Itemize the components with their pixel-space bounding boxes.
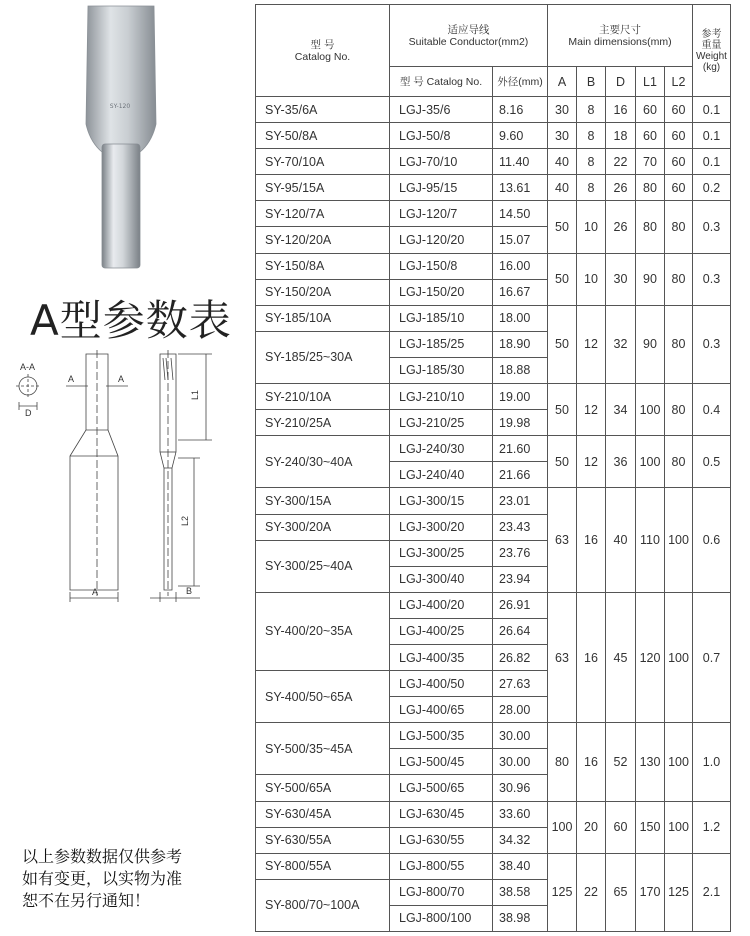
dim-l2-cell: 100 (665, 488, 693, 592)
conductor-diameter-cell: 15.07 (493, 227, 548, 253)
weight-cell: 0.1 (693, 149, 731, 175)
conductor-diameter-cell: 16.00 (493, 253, 548, 279)
catalog-cell: SY-70/10A (256, 149, 390, 175)
dim-l1-cell: 100 (636, 384, 665, 436)
dim-b-cell: 22 (577, 853, 606, 931)
catalog-cell: SY-500/65A (256, 775, 390, 801)
conductor-catalog-cell: LGJ-630/45 (390, 801, 493, 827)
product-photo (80, 4, 162, 270)
dim-d-cell: 60 (606, 801, 636, 853)
disclaimer-notice (22, 846, 182, 912)
label-a-right: A (118, 374, 125, 384)
conductor-catalog-cell: LGJ-150/8 (390, 253, 493, 279)
notice-line: 恕不在另行通知！ (22, 891, 151, 910)
label-a-bottom: A (92, 587, 99, 597)
dim-l1-cell: 70 (636, 149, 665, 175)
photo-stamp: SY-120 (109, 103, 131, 110)
conductor-catalog-cell: LGJ-400/50 (390, 671, 493, 697)
table-row (256, 853, 731, 879)
dim-b-cell: 16 (577, 488, 606, 592)
conductor-catalog-cell: LGJ-400/25 (390, 618, 493, 644)
conductor-diameter-cell: 19.98 (493, 410, 548, 436)
label-l1: L1 (190, 389, 200, 400)
dim-a-cell: 30 (548, 123, 577, 149)
dim-a-cell: 80 (548, 723, 577, 801)
dim-d-cell: 30 (606, 253, 636, 305)
conductor-catalog-cell: LGJ-500/35 (390, 723, 493, 749)
catalog-cell: SY-400/50~65A (256, 671, 390, 723)
header-conductor-diameter: 外径(mm) (493, 67, 548, 97)
conductor-diameter-cell: 30.00 (493, 749, 548, 775)
dim-a-cell: 63 (548, 488, 577, 592)
dim-b-cell: 12 (577, 384, 606, 436)
weight-cell: 0.3 (693, 201, 731, 253)
conductor-catalog-cell: LGJ-120/20 (390, 227, 493, 253)
conductor-catalog-cell: LGJ-300/15 (390, 488, 493, 514)
dim-a-cell: 63 (548, 592, 577, 722)
dim-l2-cell: 100 (665, 592, 693, 722)
dim-l2-cell: 125 (665, 853, 693, 931)
table-row (256, 488, 731, 514)
dim-b-cell: 10 (577, 253, 606, 305)
dim-a-cell: 100 (548, 801, 577, 853)
dim-a-cell: 40 (548, 175, 577, 201)
weight-cell: 1.0 (693, 723, 731, 801)
dim-l2-cell: 60 (665, 97, 693, 123)
spec-table-body (256, 97, 731, 932)
catalog-cell: SY-120/20A (256, 227, 390, 253)
dim-l1-cell: 80 (636, 175, 665, 201)
conductor-diameter-cell: 23.76 (493, 540, 548, 566)
catalog-cell: SY-120/7A (256, 201, 390, 227)
conductor-diameter-cell: 16.67 (493, 279, 548, 305)
conductor-diameter-cell: 21.60 (493, 436, 548, 462)
conductor-catalog-cell: LGJ-70/10 (390, 149, 493, 175)
conductor-catalog-cell: LGJ-185/10 (390, 305, 493, 331)
catalog-cell: SY-210/25A (256, 410, 390, 436)
dim-l1-cell: 60 (636, 123, 665, 149)
dim-l2-cell: 60 (665, 149, 693, 175)
dim-l1-cell: 150 (636, 801, 665, 853)
weight-cell: 2.1 (693, 853, 731, 931)
conductor-diameter-cell: 26.64 (493, 618, 548, 644)
weight-cell: 0.5 (693, 436, 731, 488)
weight-cell: 0.6 (693, 488, 731, 592)
conductor-diameter-cell: 30.96 (493, 775, 548, 801)
notice-line: 如有变更，以实物为准 (22, 869, 183, 888)
header-dimensions: 主要尺寸 Main dimensions(mm) (548, 5, 693, 67)
table-row (256, 592, 731, 618)
conductor-catalog-cell: LGJ-120/7 (390, 201, 493, 227)
label-l2: L2 (180, 515, 190, 526)
catalog-cell: SY-630/55A (256, 827, 390, 853)
table-row (256, 97, 731, 123)
dim-a-cell: 50 (548, 305, 577, 383)
dim-d-cell: 16 (606, 97, 636, 123)
dim-a-cell: 30 (548, 97, 577, 123)
dim-a-cell: 50 (548, 384, 577, 436)
conductor-diameter-cell: 18.00 (493, 305, 548, 331)
catalog-cell: SY-800/55A (256, 853, 390, 879)
dim-b-cell: 16 (577, 592, 606, 722)
catalog-cell: SY-35/6A (256, 97, 390, 123)
weight-cell: 0.4 (693, 384, 731, 436)
dim-d-cell: 65 (606, 853, 636, 931)
header-dim-l2: L2 (665, 67, 693, 97)
header-dim-b: B (577, 67, 606, 97)
dim-d-cell: 26 (606, 201, 636, 253)
dim-l1-cell: 170 (636, 853, 665, 931)
conductor-catalog-cell: LGJ-300/25 (390, 540, 493, 566)
label-b: B (186, 586, 193, 596)
table-row (256, 305, 731, 331)
conductor-diameter-cell: 26.82 (493, 644, 548, 670)
dim-l1-cell: 100 (636, 436, 665, 488)
catalog-cell: SY-500/35~45A (256, 723, 390, 775)
conductor-diameter-cell: 38.58 (493, 879, 548, 905)
catalog-cell: SY-150/8A (256, 253, 390, 279)
weight-cell: 0.3 (693, 305, 731, 383)
conductor-catalog-cell: LGJ-35/6 (390, 97, 493, 123)
header-dim-l1: L1 (636, 67, 665, 97)
conductor-catalog-cell: LGJ-800/70 (390, 879, 493, 905)
conductor-catalog-cell: LGJ-500/45 (390, 749, 493, 775)
dim-a-cell: 40 (548, 149, 577, 175)
dim-b-cell: 12 (577, 305, 606, 383)
dim-l1-cell: 130 (636, 723, 665, 801)
catalog-cell: SY-150/20A (256, 279, 390, 305)
dim-l2-cell: 80 (665, 436, 693, 488)
dim-a-cell: 50 (548, 253, 577, 305)
dim-b-cell: 8 (577, 149, 606, 175)
catalog-cell: SY-95/15A (256, 175, 390, 201)
conductor-catalog-cell: LGJ-800/55 (390, 853, 493, 879)
conductor-diameter-cell: 19.00 (493, 384, 548, 410)
dim-l2-cell: 60 (665, 175, 693, 201)
catalog-cell: SY-300/20A (256, 514, 390, 540)
conductor-diameter-cell: 18.88 (493, 357, 548, 383)
dim-l2-cell: 100 (665, 723, 693, 801)
catalog-cell: SY-800/70~100A (256, 879, 390, 931)
table-row (256, 175, 731, 201)
conductor-catalog-cell: LGJ-185/25 (390, 331, 493, 357)
conductor-diameter-cell: 23.94 (493, 566, 548, 592)
weight-cell: 0.1 (693, 123, 731, 149)
dim-d-cell: 52 (606, 723, 636, 801)
table-row (256, 253, 731, 279)
conductor-diameter-cell: 26.91 (493, 592, 548, 618)
conductor-catalog-cell: LGJ-300/20 (390, 514, 493, 540)
label-a-left: A (68, 374, 75, 384)
dim-l2-cell: 100 (665, 801, 693, 853)
conductor-diameter-cell: 8.16 (493, 97, 548, 123)
spec-table (255, 4, 731, 932)
header-conductor-catalog: 型 号 Catalog No. (390, 67, 493, 97)
dim-l2-cell: 80 (665, 253, 693, 305)
dim-l2-cell: 80 (665, 201, 693, 253)
dim-a-cell: 50 (548, 201, 577, 253)
dim-l1-cell: 60 (636, 97, 665, 123)
header-weight: 参考 重量 Weight (kg) (693, 5, 731, 97)
weight-cell: 1.2 (693, 801, 731, 853)
conductor-catalog-cell: LGJ-400/65 (390, 697, 493, 723)
catalog-cell: SY-630/45A (256, 801, 390, 827)
header-dim-d: D (606, 67, 636, 97)
dim-l1-cell: 120 (636, 592, 665, 722)
table-row (256, 201, 731, 227)
catalog-cell: SY-300/15A (256, 488, 390, 514)
catalog-cell: SY-185/25~30A (256, 331, 390, 383)
dim-b-cell: 20 (577, 801, 606, 853)
conductor-diameter-cell: 14.50 (493, 201, 548, 227)
dim-d-cell: 26 (606, 175, 636, 201)
conductor-diameter-cell: 33.60 (493, 801, 548, 827)
dim-l1-cell: 90 (636, 305, 665, 383)
section-label: A-A (20, 362, 36, 372)
conductor-catalog-cell: LGJ-240/30 (390, 436, 493, 462)
table-row (256, 149, 731, 175)
conductor-catalog-cell: LGJ-400/20 (390, 592, 493, 618)
catalog-cell: SY-210/10A (256, 384, 390, 410)
dim-l1-cell: 110 (636, 488, 665, 592)
weight-cell: 0.7 (693, 592, 731, 722)
conductor-catalog-cell: LGJ-800/100 (390, 905, 493, 931)
dim-d-cell: 45 (606, 592, 636, 722)
conductor-diameter-cell: 28.00 (493, 697, 548, 723)
conductor-diameter-cell: 38.98 (493, 905, 548, 931)
catalog-cell: SY-185/10A (256, 305, 390, 331)
conductor-catalog-cell: LGJ-500/65 (390, 775, 493, 801)
table-row (256, 801, 731, 827)
conductor-diameter-cell: 11.40 (493, 149, 548, 175)
conductor-catalog-cell: LGJ-50/8 (390, 123, 493, 149)
table-row (256, 723, 731, 749)
dim-b-cell: 8 (577, 175, 606, 201)
conductor-catalog-cell: LGJ-185/30 (390, 357, 493, 383)
dim-a-cell: 50 (548, 436, 577, 488)
page-title: A型参数表 (30, 296, 232, 345)
dim-l2-cell: 60 (665, 123, 693, 149)
conductor-diameter-cell: 30.00 (493, 723, 548, 749)
notice-line: 以上参数数据仅供参考 (22, 847, 183, 866)
conductor-diameter-cell: 21.66 (493, 462, 548, 488)
dim-d-cell: 34 (606, 384, 636, 436)
dim-b-cell: 12 (577, 436, 606, 488)
dim-d-cell: 40 (606, 488, 636, 592)
conductor-catalog-cell: LGJ-240/40 (390, 462, 493, 488)
dim-d-cell: 32 (606, 305, 636, 383)
catalog-cell: SY-50/8A (256, 123, 390, 149)
table-row (256, 384, 731, 410)
dim-a-cell: 125 (548, 853, 577, 931)
conductor-catalog-cell: LGJ-210/10 (390, 384, 493, 410)
dim-d-cell: 22 (606, 149, 636, 175)
conductor-diameter-cell: 23.01 (493, 488, 548, 514)
table-row (256, 436, 731, 462)
table-row (256, 123, 731, 149)
conductor-diameter-cell: 27.63 (493, 671, 548, 697)
weight-cell: 0.3 (693, 253, 731, 305)
conductor-diameter-cell: 18.90 (493, 331, 548, 357)
header-dim-a: A (548, 67, 577, 97)
dim-l2-cell: 80 (665, 305, 693, 383)
catalog-cell: SY-400/20~35A (256, 592, 390, 670)
header-catalog: 型 号 Catalog No. (256, 5, 390, 97)
conductor-catalog-cell: LGJ-630/55 (390, 827, 493, 853)
catalog-cell: SY-240/30~40A (256, 436, 390, 488)
dim-l1-cell: 80 (636, 201, 665, 253)
dim-b-cell: 8 (577, 97, 606, 123)
conductor-diameter-cell: 38.40 (493, 853, 548, 879)
conductor-catalog-cell: LGJ-150/20 (390, 279, 493, 305)
weight-cell: 0.1 (693, 97, 731, 123)
catalog-cell: SY-300/25~40A (256, 540, 390, 592)
conductor-diameter-cell: 23.43 (493, 514, 548, 540)
dim-l2-cell: 80 (665, 384, 693, 436)
conductor-catalog-cell: LGJ-210/25 (390, 410, 493, 436)
dim-l1-cell: 90 (636, 253, 665, 305)
conductor-catalog-cell: LGJ-300/40 (390, 566, 493, 592)
label-d: D (25, 408, 32, 418)
conductor-catalog-cell: LGJ-95/15 (390, 175, 493, 201)
technical-drawing (0, 340, 250, 615)
conductor-catalog-cell: LGJ-400/35 (390, 644, 493, 670)
dim-b-cell: 16 (577, 723, 606, 801)
dim-b-cell: 8 (577, 123, 606, 149)
header-conductor: 适应导线 Suitable Conductor(mm2) (390, 5, 548, 67)
weight-cell: 0.2 (693, 175, 731, 201)
dim-d-cell: 36 (606, 436, 636, 488)
dim-b-cell: 10 (577, 201, 606, 253)
conductor-diameter-cell: 34.32 (493, 827, 548, 853)
conductor-diameter-cell: 13.61 (493, 175, 548, 201)
dim-d-cell: 18 (606, 123, 636, 149)
conductor-diameter-cell: 9.60 (493, 123, 548, 149)
